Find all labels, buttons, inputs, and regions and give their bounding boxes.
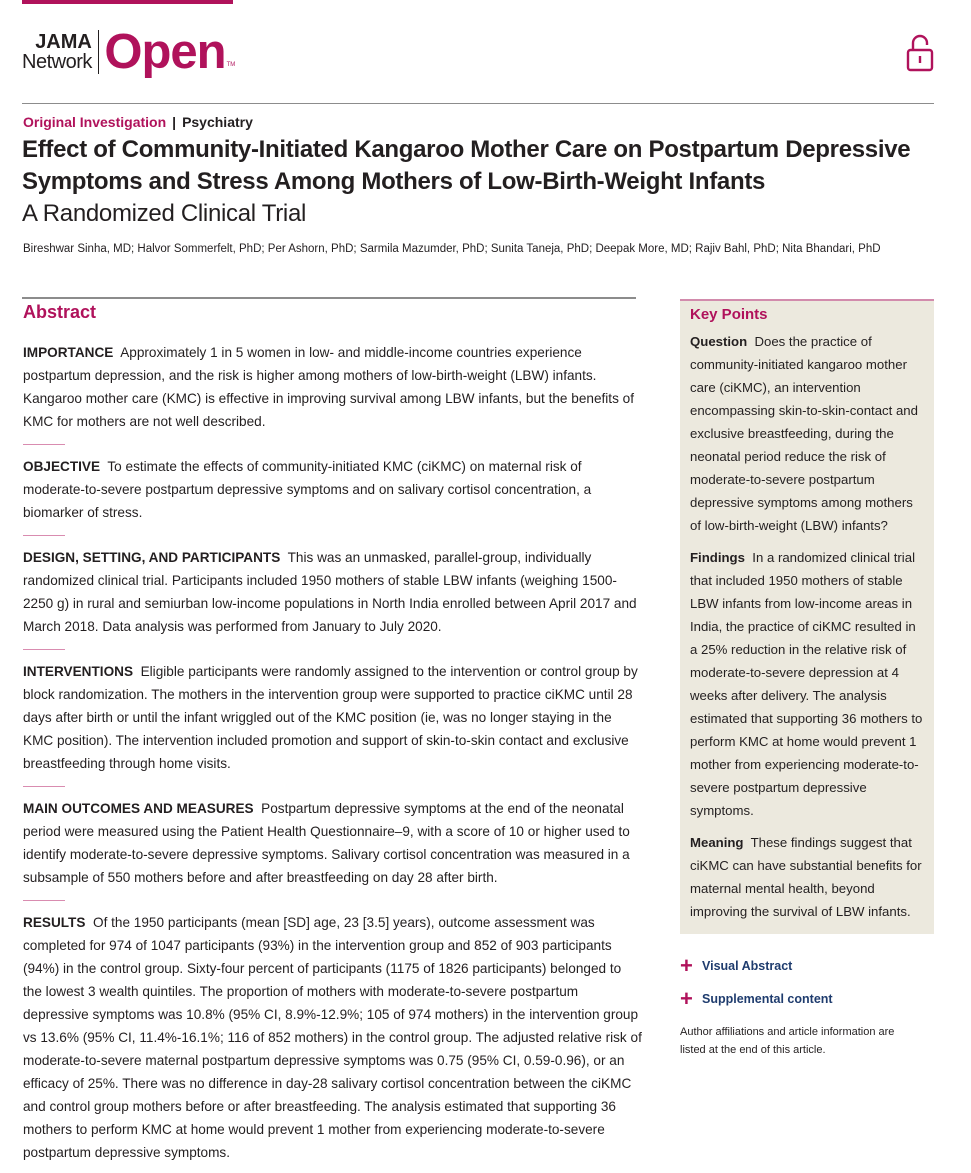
logo-left-text: [22, 32, 92, 72]
author-list: Bireshwar Sinha, MD; Halvor Sommerfelt, PhD; Per Ashorn, PhD; Sarmila Mazumder, PhD; Sunita Taneja, PhD; Deepak More, MD; Rajiv Bahl, PhD; Nita Bhandari, PhD: [23, 243, 881, 255]
key-point-text: These findings suggest that ciKMC can have substantial benefits for maternal mental health, beyond improving the survival of LBW infants.: [690, 835, 922, 919]
logo-open: Open: [104, 25, 226, 79]
key-point-label: Meaning: [690, 835, 744, 850]
section-label: IMPORTANCE: [23, 345, 114, 360]
abstract-section-design: [23, 546, 643, 638]
plus-icon: +: [680, 953, 693, 978]
abstract-section-importance: [23, 341, 643, 433]
open-access-lock-icon: [906, 34, 934, 72]
abstract-heading: Abstract: [23, 302, 97, 322]
key-point-text: In a randomized clinical trial that included 1950 mothers of stable LBW infants from low-income areas in India, the practice of ciKMC resulted in a 25% reduction in the relative risk of moderate-to-severe depression at 4 weeks after delivery. The analysis estimated that supporting 36 mothers to perform KMC at home would prevent 1 mother from experiencing moderate-to-severe postpartum depressive symptoms.: [690, 550, 923, 818]
section-divider: [23, 649, 65, 650]
supplemental-content-link[interactable]: [680, 986, 833, 1011]
key-point-label: Question: [690, 334, 748, 349]
key-point-findings: [690, 546, 926, 822]
section-divider: [23, 535, 65, 536]
section-label: MAIN OUTCOMES AND MEASURES: [23, 801, 254, 816]
logo-tm: TM: [226, 62, 236, 68]
article-title: Effect of Community-Initiated Kangaroo Mother Care on Postpartum Depressive Symptoms and Stress Among Mothers of Low-Birth-Weight Infants: [22, 136, 911, 195]
article-subject[interactable]: Psychiatry: [182, 114, 253, 130]
article-title-block: [22, 134, 952, 230]
section-text: To estimate the effects of community-initiated KMC (ciKMC) on maternal risk of moderate-to-severe postpartum depressive symptoms and on salivary cortisol concentration, a biomarker of stress.: [23, 459, 592, 520]
key-point-question: [690, 330, 926, 537]
plus-icon: +: [680, 986, 693, 1011]
key-points-body: [690, 330, 926, 932]
logo-jama: JAMA: [35, 31, 92, 53]
section-text: Eligible participants were randomly assigned to the intervention or control group by block randomization. The mothers in the intervention group were supported to practice ciKMC until 28 days after birth or until the infant wriggled out of the KMC position (ie, was no longer staying in the KMC position). The intervention included promotion and support of skin-to-skin contact and exclusive breastfeeding through home visits.: [23, 664, 638, 771]
affiliations-note: Author affiliations and article information are listed at the end of this article.: [680, 1026, 895, 1056]
abstract-section-results: [23, 911, 643, 1164]
section-text: Approximately 1 in 5 women in low- and middle-income countries experience postpartum depression, and the risk is higher among mothers of low-birth-weight (LBW) infants. Kangaroo mother care (KMC) is effective in improving survival among LBW infants, but the benefits of KMC for mothers are not well described.: [23, 345, 634, 429]
abstract-section-interventions: [23, 660, 643, 775]
section-label: DESIGN, SETTING, AND PARTICIPANTS: [23, 550, 281, 565]
section-text: Postpartum depressive symptoms at the end of the neonatal period were measured using the Patient Health Questionnaire–9, with a score of 10 or higher used to identify moderate-to-severe depressive symptoms. Salivary cortisol concentration was measured in a subsample of 550 mothers before and after breastfeeding on day 28 after birth.: [23, 801, 630, 885]
supplemental-content-label: Supplemental content: [702, 992, 833, 1006]
top-accent-bar: [22, 0, 233, 4]
jama-network-open-logo[interactable]: [22, 25, 236, 79]
section-divider: [23, 900, 65, 901]
key-point-label: Findings: [690, 550, 745, 565]
section-divider: [23, 786, 65, 787]
logo-network: Network: [22, 51, 92, 73]
visual-abstract-link[interactable]: [680, 953, 793, 978]
section-divider: [23, 444, 65, 445]
key-point-text: Does the practice of community-initiated kangaroo mother care (ciKMC), an intervention encompassing skin-to-skin-contact and exclusive breastfeeding, during the neonatal period reduce the risk of moderate-to-severe postpartum depressive symptoms among mothers of low-birth-weight (LBW) infants?: [690, 334, 918, 533]
section-label: OBJECTIVE: [23, 459, 101, 474]
abstract-section-outcomes: [23, 797, 643, 889]
section-text: This was an unmasked, parallel-group, individually randomized clinical trial. Participants included 1950 mothers of stable LBW infants (weighing 1500-2250 g) in rural and semiurban low-income populations in North India enrolled between April 2017 and March 2018. Data analysis was performed from January to July 2020.: [23, 550, 637, 634]
abstract-rule: [22, 297, 636, 299]
abstract-section-objective: [23, 455, 643, 524]
abstract-body: [23, 341, 643, 1164]
header-rule: [22, 103, 934, 104]
section-text: Of the 1950 participants (mean [SD] age, 23 [3.5] years), outcome assessment was completed for 974 of 1047 participants (93%) in the intervention group and 852 of 903 participants (94%) in the control group. Sixty-four percent of participants (1175 of 1826 participants) belonged to the lowest 3 wealth quintiles. The proportion of mothers with moderate-to-severe postpartum depressive symptoms was 10.8% (95% CI, 8.9%-12.9%; 105 of 974 mothers) in the intervention group vs 13.6% (95% CI, 11.4%-16.1%; 116 of 852 mothers) in the control group. The adjusted relative risk of moderate-to-severe maternal postpartum depressive symptoms was 0.75 (95% CI, 0.59-0.96), or an efficacy of 25%. There was no difference in day-28 salivary cortisol concentration between the ciKMC and control group mothers before or after breastfeeding. The analysis estimated that supporting 36 mothers to perform KMC at home would prevent 1 mother from experiencing moderate-to-severe postpartum depressive symptoms.: [23, 915, 642, 1160]
section-label: INTERVENTIONS: [23, 664, 134, 679]
logo-divider: [98, 30, 100, 74]
key-point-meaning: [690, 831, 926, 923]
article-subtitle: A Randomized Clinical Trial: [22, 200, 307, 227]
category-separator: |: [172, 114, 177, 130]
article-category: [23, 114, 253, 130]
article-type[interactable]: Original Investigation: [23, 114, 167, 130]
visual-abstract-label: Visual Abstract: [702, 959, 793, 973]
section-label: RESULTS: [23, 915, 86, 930]
key-points-heading: Key Points: [690, 306, 768, 323]
